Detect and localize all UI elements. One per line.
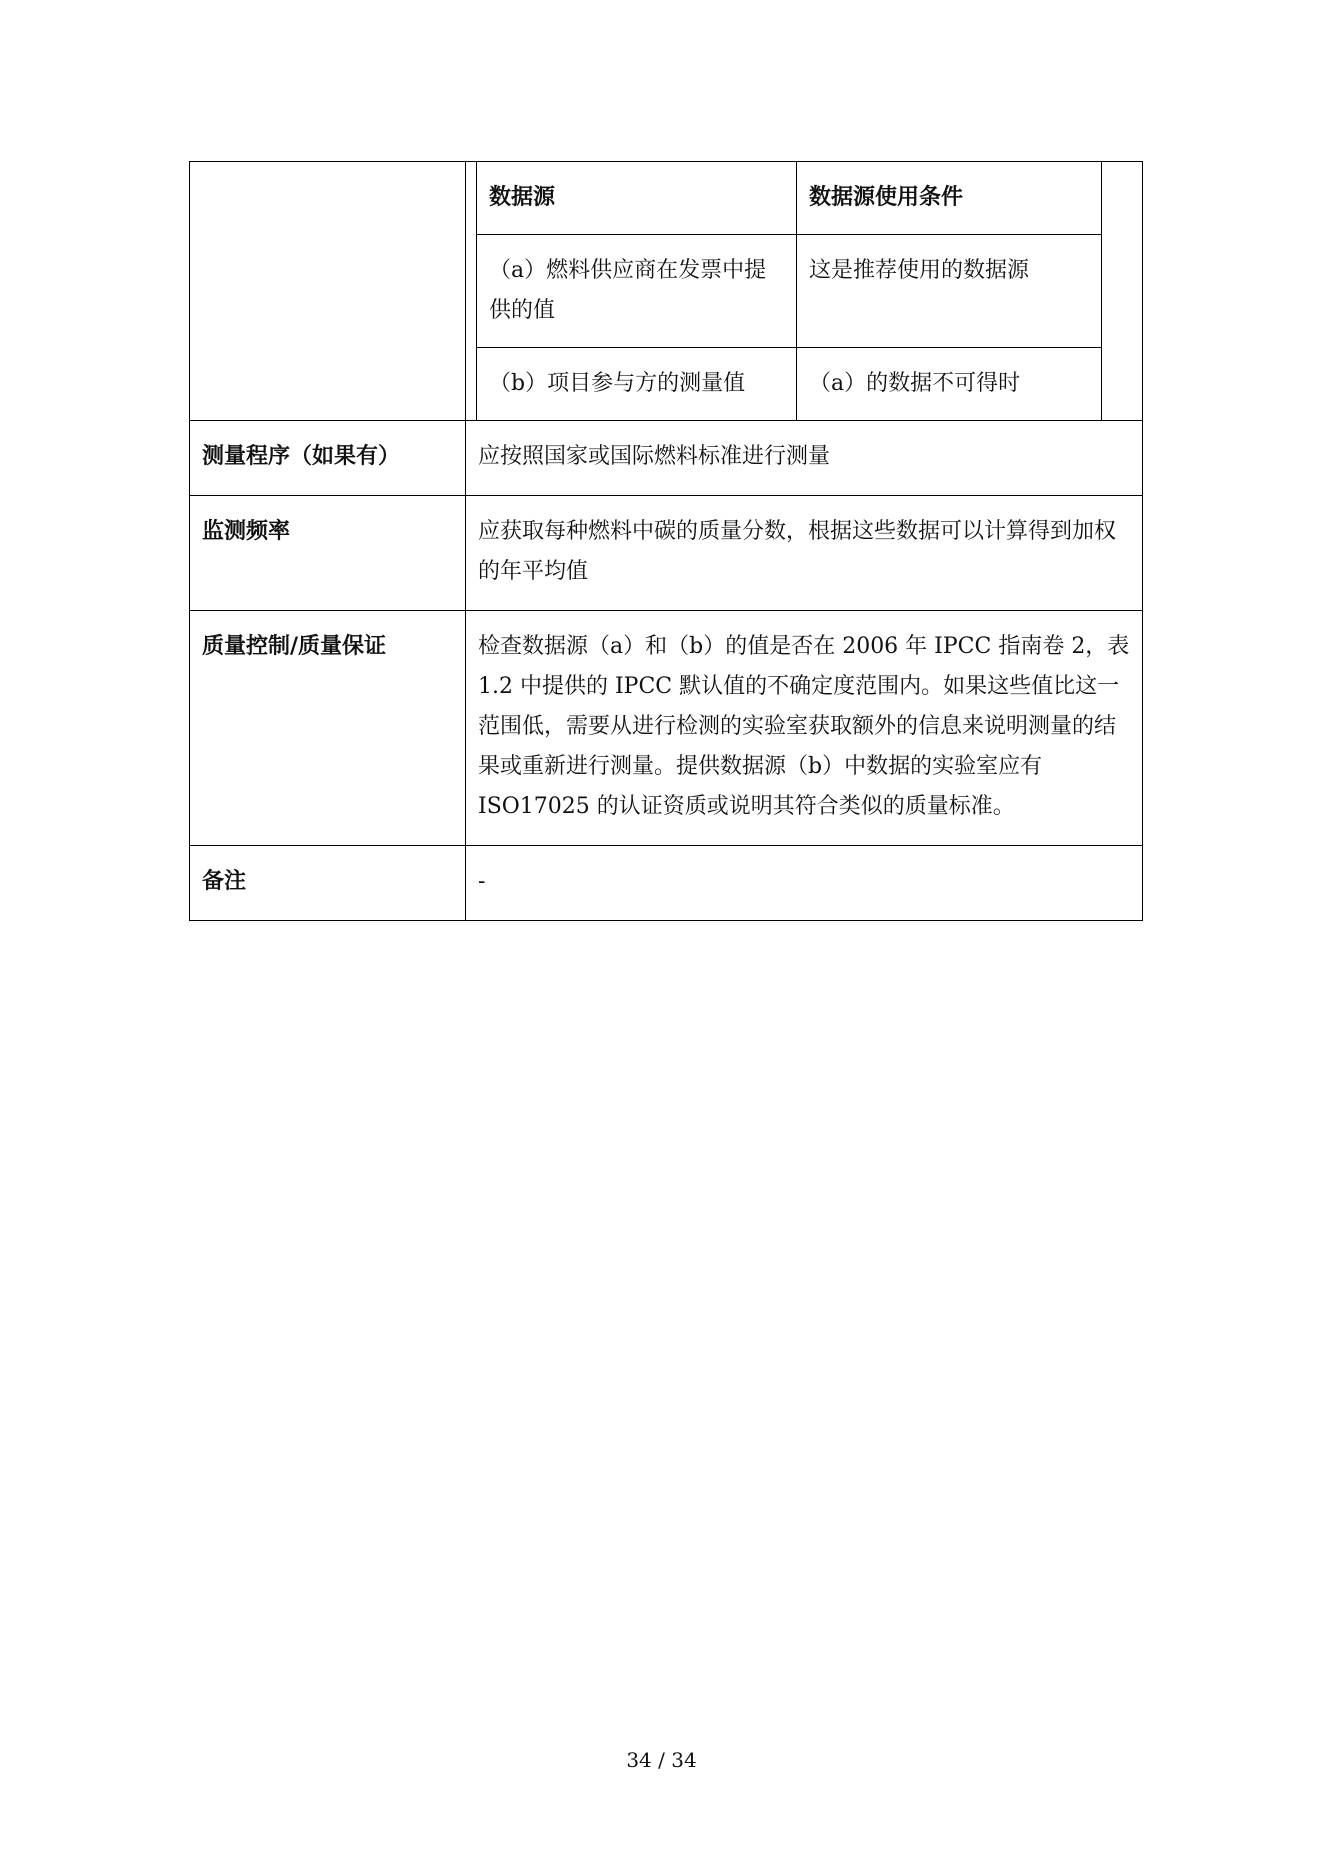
data-source-cell xyxy=(466,162,1143,421)
data-source-row xyxy=(477,235,1102,348)
row-label: 监测频率 xyxy=(190,496,466,611)
row-label: 质量控制/质量保证 xyxy=(190,611,466,846)
table-row-data-source xyxy=(190,162,1143,421)
row-value: 应按照国家或国际燃料标准进行测量 xyxy=(466,421,1143,496)
table-row xyxy=(190,846,1143,921)
data-source-header: 数据源 xyxy=(477,162,797,235)
data-source-value: （b）项目参与方的测量值 xyxy=(477,348,797,421)
row-value: 检查数据源（a）和（b）的值是否在 2006 年 IPCC 指南卷 2，表 1.2 中提供的 IPCC 默认值的不确定度范围内。如果这些值比这一范围低，需要从进行检测的实验室获取额外的信息来说明测量的结果或重新进行测量。提供数据源（b）中数据的实验室应有 ISO17025 的认证资质或说明其符合类似的质量标准。 xyxy=(466,611,1143,846)
parameter-table xyxy=(189,161,1143,921)
row-label: 测量程序（如果有） xyxy=(190,421,466,496)
table-row xyxy=(190,496,1143,611)
table-row xyxy=(190,611,1143,846)
row-value: - xyxy=(466,846,1143,921)
data-source-header-row xyxy=(477,162,1102,235)
data-condition-header: 数据源使用条件 xyxy=(797,162,1102,235)
row-label: 备注 xyxy=(190,846,466,921)
table-row xyxy=(190,421,1143,496)
page-number: 34 / 34 xyxy=(626,1748,697,1772)
data-condition-value: （a）的数据不可得时 xyxy=(797,348,1102,421)
row-value: 应获取每种燃料中碳的质量分数，根据这些数据可以计算得到加权的年平均值 xyxy=(466,496,1143,611)
data-source-row xyxy=(477,348,1102,421)
data-source-value: （a）燃料供应商在发票中提供的值 xyxy=(477,235,797,348)
empty-label-cell xyxy=(190,162,466,421)
data-source-table xyxy=(476,162,1102,420)
data-condition-value: 这是推荐使用的数据源 xyxy=(797,235,1102,348)
